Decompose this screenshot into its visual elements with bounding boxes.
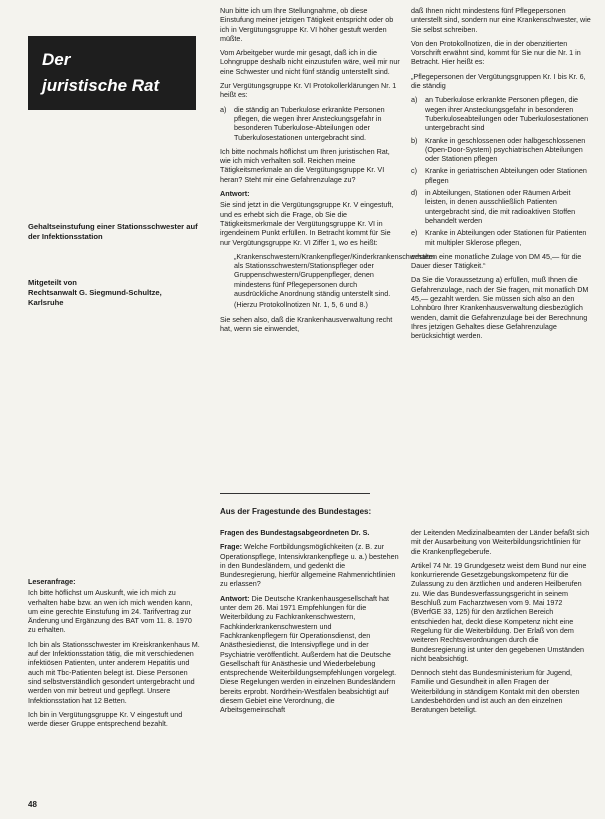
author-city: Karlsruhe (28, 298, 64, 307)
reader-question-p3: Ich bin in Vergütungsgruppe Kr. V eingestuft und werde dieser Gruppe entsprechend bezahlt. (28, 709, 183, 729)
col2-list (220, 105, 400, 142)
col3-p5: Da Sie die Voraussetzung a) erfüllen, muß Ihnen die Gefahrenzulage, nach der Sie fragen, mit monatlich DM 45,— gezahlt werden. Sie müssen sich also an den Lohnbüro Ihrer Krankenhausverwaltung diesbezüglich wenden, damit die Gefahrenzulage bei der Berechnung Ihres jetzigen Gehaltes diese Gefahrenzulage berücksichtigt werden. (411, 275, 589, 341)
col3-list-item: e) Kranke in Abteilungen oder Stationen für Patienten mit multipler Sklerose pflegen, (411, 228, 587, 247)
author-prefix: Mitgeteilt von (28, 278, 77, 287)
col3-p1: daß Ihnen nicht mindestens fünf Pflegepersonen unterstellt sind, sondern nur eine Krankenschwester, wie Sie selbst schreiben. (411, 6, 591, 34)
government-answer: Antwort: Die Deutsche Krankenhausgesellschaft hat unter dem 26. Mai 1971 Empfehlungen für die Weiterbildung zu Fachkrankenschwestern, Fachkinderkrankenschwestern und Fachkrankenpflegern für Operationsdienst, den Anästhesiedienst, die Intensivpflege und in der Psychiatrie veröffentlicht. Außerdem hat die Deutsche Gesellschaft für Anästhesie und Wiederbelebung entsprechende Weiterbildungsempfehlungen vorgelegt. Diese Regelungen werden in einzelnen Bundesländern bereits erprobt. Nordrhein-Westfalen beabsichtigt auf diesem Gebiet eine Verordnung, die Arbeitsgemeinschaft (220, 593, 397, 715)
reader-question-p1: Ich bitte höflichst um Auskunft, wie ich mich zu verhalten habe bzw. an wen ich mich wenden kann, um eine gerechte Einstufung im 24. Tarifvertrag zur Änderung und Ergänzung des BAT vom 11. 8. 1970 zu erhalten. (28, 588, 193, 635)
section-divider (220, 493, 370, 494)
author-block (28, 278, 201, 308)
col2-quote: „Krankenschwestern/Krankenpfleger/Kinderkrankenschwestern als Stationsschwestern/Stationspfleger oder Gruppenschwestern/Gruppenpfleger, denen mindestens fünf Pflegepersonen durch ausdrückliche Anordnung ständig unterstellt sind. (234, 251, 435, 299)
col2-p3: Zur Vergütungsgruppe Kr. VI Protokollerklärungen Nr. 1 heißt es: (220, 81, 397, 100)
column-2-upper (220, 6, 435, 338)
col2-quote-note: (Hierzu Protokollnotizen Nr. 1, 5, 6 und 8.) (234, 300, 368, 310)
col3-list-item: d) in Abteilungen, Stationen oder Räumen Arbeit leisten, in denen ausschließlich Patienten untergebracht sind, die mit radioaktiven Stoffen behandelt werden (411, 188, 576, 225)
col3-p2: Von den Protokollnotizen, die in der obenzitierten Vorschrift erwähnt sind, kommt für Sie nur die Nr. 1 in Betracht. Hier heißt es: (411, 38, 581, 67)
reader-question-p2: Ich bin als Stationsschwester im Kreiskrankenhaus M. auf der Infektionsstation tätig, die mit verschiedenen infektiösen Patienten, unter anderem Hepatitis und auch mit Tbc-Patienten belegt ist. Diese Personen sind selbstverständlich gesondert untergebracht und werden von mir betreut und gepflegt. Unsere Infektionsstation hat 12 Betten. (28, 639, 200, 705)
author-name: Rechtsanwalt G. Siegmund-Schultze, (28, 288, 162, 297)
title-line-2: juristische Rat (42, 76, 160, 95)
col3-list-item: a) an Tuberkulose erkrankte Personen pflegen, die wegen ihrer Ansteckungsgefahr in besonderen Tuberkuloseabteilungen oder Tuberkulosestationen untergebracht sind (411, 95, 589, 133)
column-3-lower (411, 528, 591, 720)
question-heading: Fragen des Bundestagsabgeordneten Dr. S. (220, 528, 370, 537)
col3b-p2: Artikel 74 Nr. 19 Grundgesetz weist dem Bund nur eine konkurrierende Gesetzgebungskompetenz für die Zulassung zu den ärztlichen und anderen Heilberufen zu. Wie das Bundesverfassungsgericht in seinem Beschluß zum Facharztwesen vom 9. Mai 1972 (BVerfGE 33, 125) für den ärztlichen Bereich entschieden hat, deckt diese Kompetenz nicht eine Regelung für die Weiterbildung. Der Erlaß von dem weiteren Rechtsverordnungen durch die Bundesregierung ist unter den gegebenen Umständen nicht beabsichtigt. (411, 560, 587, 663)
reader-question (28, 577, 201, 733)
col2-p1: Nun bitte ich um Ihre Stellungnahme, ob diese Einstufung meiner jetzigen Tätigkeit entspricht oder ob ich in Vergütungsgruppe Kr. VI höher gestuft werden müßte. (220, 6, 394, 43)
col2-p4: Ich bitte nochmals höflichst um Ihren juristischen Rat, wie ich mich verhalten soll. Reichen meine Tätigkeitsmerkmale an die Vergütungsgruppe Kr. VI heran? Steht mir eine Gefahrenzulage zu? (220, 146, 390, 184)
col3-list-item: b) Kranke in geschlossenen oder halbgeschlossenen (Open-Door-System) psychiatrischen Abteilungen oder Stationen pflegen (411, 135, 586, 164)
title-line-1: Der (42, 50, 71, 69)
column-3-upper (411, 6, 591, 346)
col3-list-item: c) Kranke in geriatrischen Abteilungen oder Stationen pflegen (411, 166, 587, 185)
col3b-p1: der Leitenden Medizinalbeamten der Länder befaßt sich mit der Ausarbeitung von Weiterbildungsrichtlinien für die Krankenpflegeberufe. (411, 528, 590, 556)
question-text: Frage: Welche Fortbildungsmöglichkeiten (z. B. zur Operationspflege, Intensivkrankenpflege u. a.) bestehen in den Bundesländern, und gedenkt die Bundesregierung, hierfür allgemeine Rahmenrichtlinien zu erlassen? (220, 542, 399, 589)
col2-list-item-a: a) die ständig an Tuberkulose erkrankte Personen pflegen, die wegen ihrer Ansteckungsgefahr in besonderen Tuberkulose-Abteilungen oder Tuberkulosestationen untergebracht sind. (220, 104, 385, 142)
page-number: 48 (28, 800, 37, 809)
col3b-p3: Dennoch steht das Bundesministerium für Jugend, Familie und Gesundheit in allen Fragen der Weiterbildung in ständigem Kontakt mit den obersten Landesbehörden und ist auch an den einzelnen Beratungen beteiligt. (411, 668, 580, 715)
col2-p6: Sie sehen also, daß die Krankenhausverwaltung recht hat, wenn sie einwendet, (220, 314, 393, 333)
reader-question-heading: Leseranfrage: (28, 577, 76, 586)
column-2-lower (220, 528, 400, 720)
fragestunde-heading: Aus der Fragestunde des Bundestages: (220, 507, 372, 516)
col2-p2: Vom Arbeitgeber wurde mir gesagt, daß ich in die Lohngruppe deshalb nicht einzustufen wäre, weil mir nur eine Schwester und nicht fünf ständig unterstellt sind. (220, 48, 400, 76)
col2-p5: Sie sind jetzt in die Vergütungsgruppe Kr. V eingestuft, und es erhebt sich die Frage, ob Sie die Tätigkeitsmerkmale der Vergütungsgruppe Kr. VI in irgendeinem Punkt erfüllen. In Betracht kommt für Sie nur Vergütungsgruppe Kr. VI Ziffer 1, wo es heißt: (220, 200, 394, 247)
subject-heading: Gehaltseinstufung einer Stationsschwester auf der Infektionsstation (28, 222, 198, 241)
title-box (28, 36, 196, 110)
answer-heading: Antwort: (220, 189, 250, 199)
col3-list (411, 95, 591, 246)
col3-p3: „Pflegepersonen der Vergütungsgruppen Kr. I bis Kr. 6, die ständig (411, 71, 586, 91)
col3-p4: erhalten eine monatliche Zulage von DM 45,— für die Dauer dieser Tätigkeit.“ (411, 251, 582, 271)
